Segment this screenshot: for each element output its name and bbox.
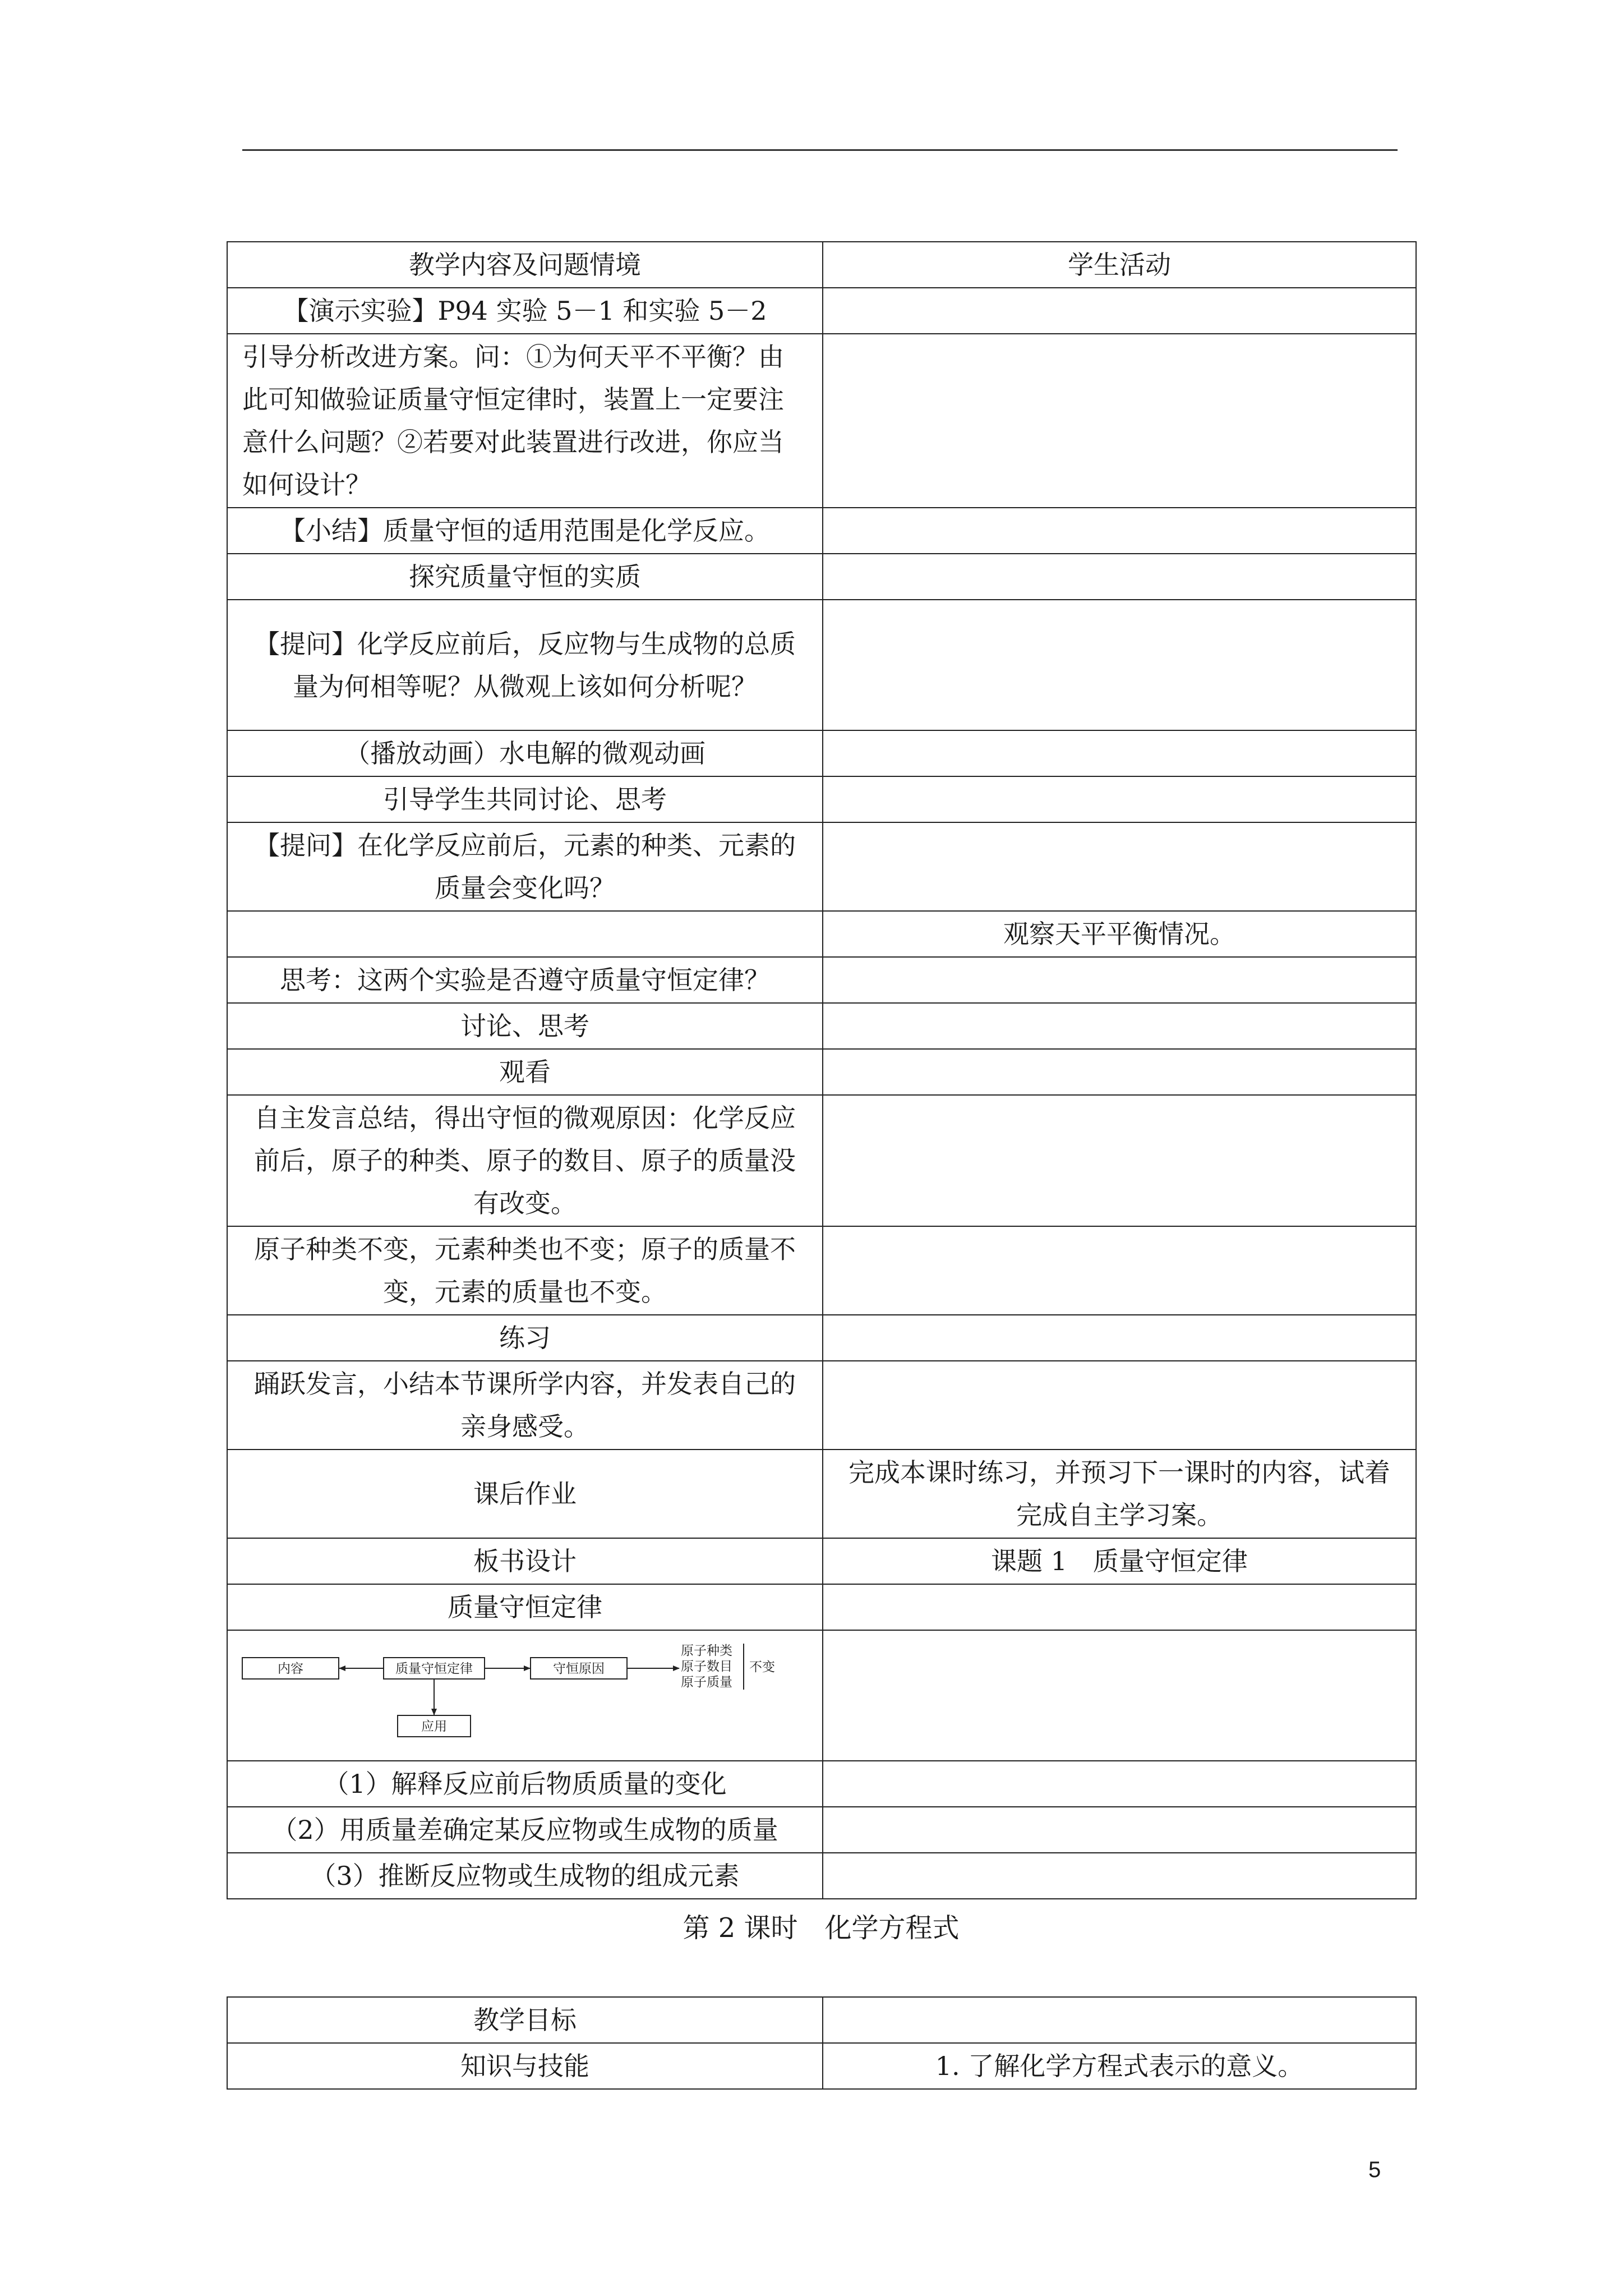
activity-cell (823, 1853, 1416, 1899)
content-cell: 【小结】质量守恒的适用范围是化学反应。 (227, 508, 823, 554)
content-cell: 讨论、思考 (227, 1003, 823, 1049)
table-row (227, 1361, 1416, 1450)
objective-label-cell: 知识与技能 (227, 2043, 823, 2089)
table-row (227, 776, 1416, 822)
activity-cell (823, 822, 1416, 911)
objective-label-cell: 教学目标 (227, 1997, 823, 2043)
lesson-table (227, 241, 1417, 1899)
activity-cell (823, 1761, 1416, 1807)
table-header-row (227, 242, 1416, 288)
activity-cell (823, 957, 1416, 1003)
content-cell (227, 911, 823, 957)
activity-cell (823, 288, 1416, 334)
header-cell-content: 教学内容及问题情境 (227, 242, 823, 288)
activity-cell (823, 1095, 1416, 1226)
objective-value-cell: 1. 了解化学方程式表示的意义。 (823, 2043, 1416, 2089)
activity-cell (823, 730, 1416, 776)
content-cell: 观看 (227, 1049, 823, 1095)
table-row (227, 1226, 1416, 1315)
diagram-cell (227, 1630, 823, 1761)
table-row (227, 554, 1416, 600)
table-row (227, 1049, 1416, 1095)
table-row (227, 1450, 1416, 1538)
table-row (227, 1095, 1416, 1226)
activity-cell (823, 554, 1416, 600)
table-row (227, 1315, 1416, 1361)
table-row (227, 1003, 1416, 1049)
objective-value-cell (823, 1997, 1416, 2043)
table-row (227, 600, 1416, 730)
table-row (227, 1761, 1416, 1807)
section-subtitle: 第 2 课时 化学方程式 (683, 1912, 960, 1944)
diagram-label-application: 应用 (421, 1719, 447, 1734)
activity-cell (823, 776, 1416, 822)
table-row (227, 911, 1416, 957)
diagram-label-law: 质量守恒定律 (395, 1662, 473, 1676)
table-row (227, 334, 1416, 508)
content-cell: 引导学生共同讨论、思考 (227, 776, 823, 822)
activity-cell: 课题 1 质量守恒定律 (823, 1538, 1416, 1584)
activity-cell (823, 1630, 1416, 1761)
table-row (227, 288, 1416, 334)
activity-cell (823, 1807, 1416, 1853)
activity-cell (823, 600, 1416, 730)
content-cell: 【演示实验】P94 实验 5－1 和实验 5－2 (227, 288, 823, 334)
content-cell: 引导分析改进方案。问：①为何天平不平衡？由此可知做验证质量守恒定律时，装置上一定要注意什么问题？②若要对此装置进行改进，你应当如何设计？ (227, 334, 823, 508)
content-cell: 板书设计 (227, 1538, 823, 1584)
content-cell: 【提问】在化学反应前后，元素的种类、元素的质量会变化吗？ (227, 822, 823, 911)
content-cell: 练习 (227, 1315, 823, 1361)
diagram-item-atom-type: 原子种类 (681, 1644, 732, 1658)
page-number: 5 (1368, 2157, 1381, 2182)
content-cell: （3）推断反应物或生成物的组成元素 (227, 1853, 823, 1899)
header-cell-activity: 学生活动 (823, 242, 1416, 288)
content-cell: （播放动画）水电解的微观动画 (227, 730, 823, 776)
table-row (227, 1807, 1416, 1853)
activity-cell: 观察天平平衡情况。 (823, 911, 1416, 957)
content-cell: （1）解释反应前后物质质量的变化 (227, 1761, 823, 1807)
content-cell: 思考：这两个实验是否遵守质量守恒定律？ (227, 957, 823, 1003)
content-cell: 【提问】化学反应前后，反应物与生成物的总质量为何相等呢？从微观上该如何分析呢？ (227, 600, 823, 730)
activity-cell (823, 1361, 1416, 1450)
diagram-item-atom-number: 原子数目 (681, 1659, 732, 1674)
table-row (227, 508, 1416, 554)
content-cell: 质量守恒定律 (227, 1584, 823, 1630)
content-cell: 课后作业 (227, 1450, 823, 1538)
activity-cell (823, 508, 1416, 554)
table-row (227, 730, 1416, 776)
activity-cell (823, 1003, 1416, 1049)
content-cell: 自主发言总结，得出守恒的微观原因：化学反应前后，原子的种类、原子的数目、原子的质量没有改变。 (227, 1095, 823, 1226)
diagram-label-unchanged: 不变 (749, 1660, 775, 1674)
activity-cell (823, 1226, 1416, 1315)
table-row (227, 2043, 1416, 2089)
header-rule (242, 149, 1398, 151)
activity-cell (823, 1049, 1416, 1095)
diagram-row (227, 1630, 1416, 1761)
table-row (227, 1538, 1416, 1584)
content-cell: （2）用质量差确定某反应物或生成物的质量 (227, 1807, 823, 1853)
table-row (227, 1853, 1416, 1899)
table-row (227, 957, 1416, 1003)
objectives-table (227, 1996, 1417, 2090)
table-row (227, 1997, 1416, 2043)
table-row (227, 822, 1416, 911)
board-design-diagram (228, 1631, 821, 1760)
activity-cell: 完成本课时练习，并预习下一课时的内容，试着完成自主学习案。 (823, 1450, 1416, 1538)
table-row (227, 1584, 1416, 1630)
diagram-item-atom-mass: 原子质量 (681, 1675, 732, 1690)
content-cell: 原子种类不变，元素种类也不变；原子的质量不变，元素的质量也不变。 (227, 1226, 823, 1315)
activity-cell (823, 1315, 1416, 1361)
content-cell: 探究质量守恒的实质 (227, 554, 823, 600)
activity-cell (823, 1584, 1416, 1630)
diagram-label-reason: 守恒原因 (553, 1662, 605, 1676)
content-cell: 踊跃发言，小结本节课所学内容，并发表自己的亲身感受。 (227, 1361, 823, 1450)
activity-cell (823, 334, 1416, 508)
diagram-label-content: 内容 (278, 1662, 303, 1676)
